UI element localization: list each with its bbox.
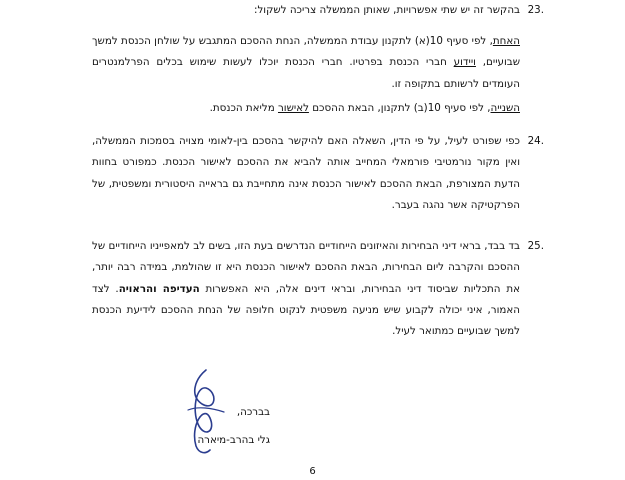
section-25-text [92, 236, 520, 342]
option-two-title: השנייה [490, 102, 520, 114]
option-two-end: מליאת הכנסת. [209, 102, 278, 114]
option-one-title: האחת [492, 35, 520, 47]
option-two-paragraph [92, 98, 520, 119]
option-two-text: , לפי סעיף 10(ב) לתקנון, הבאת ההסכם [308, 102, 491, 114]
signature-name: גלי בהרב-מיארה [197, 434, 270, 446]
option-one-underlined: ויידוע [453, 56, 476, 69]
section-25-text-a: בד בבד, בראי דיני הבחירות והאיזונים הייחודיים הנדרשים בעת הזו, בשים לב למאפייניו הייחודיים של ההסכם והקרבה ליום הבחירות, הבאת ההסכם לאישור הכנסת היא זו שהולמת, במידה רבה יותר, את התכליות שביסוד דיני הבחירות, ובראי דינים אלה, היא האפשרות [92, 240, 520, 295]
section-24-text: כפי שפורט לעיל, על פי הדין, השאלה האם להיקשר בהסכם בין-לאומי מצויה בסמכות הממשלה, ואין מקור נורמטיבי פורמאלי המחייב אותה להביא את ההסכם לאישור הכנסת. כמפורט בחוות הדעת המצורפת, הבאת ההסכם לאישור הכנסת אינה מתחייבת גם בראייה היסטורית ומשפטית, של הפרקטיקה אשר נהגה בעבר. [92, 135, 520, 211]
section-number-25: 25. [527, 240, 544, 252]
option-two-underlined: לאישור [277, 102, 309, 114]
page-number: 6 [309, 466, 316, 477]
section-number-23: 23. [527, 4, 544, 16]
section-23-line: בהקשר זה יש שתי אפשרויות, שאותן הממשלה צריכה לשקול: [253, 4, 520, 16]
section-25-text-b: . לצד האמור, איני יכולה לקבוע שיש מניעה משפטית לנקוט חלופה של הנחת ההסכם לידיעת הכנסת למשך שבועיים כמתואר לעיל. [92, 282, 520, 338]
section-25-bold: העדיפה והראויה [118, 282, 200, 295]
option-one-paragraph [92, 31, 520, 95]
signature-closing: בברכה, [236, 406, 270, 418]
signature-block [190, 398, 270, 454]
option-one-text: , לפי סעיף 10(א) לתקנון עבודת הממשלה, הנחת ההסכם המתגבש על שולחן הכנסת למשך שבועיים, [92, 35, 520, 69]
section-number-24: 24. [527, 135, 544, 147]
section-23-text [92, 0, 520, 21]
option-one-end: חברי הכנסת בפרטיו. חברי הכנסת יוכלו לעשות שימוש בכלים הפרלמנטרים העומדים לרשותם בתקופה זו. [92, 56, 520, 90]
